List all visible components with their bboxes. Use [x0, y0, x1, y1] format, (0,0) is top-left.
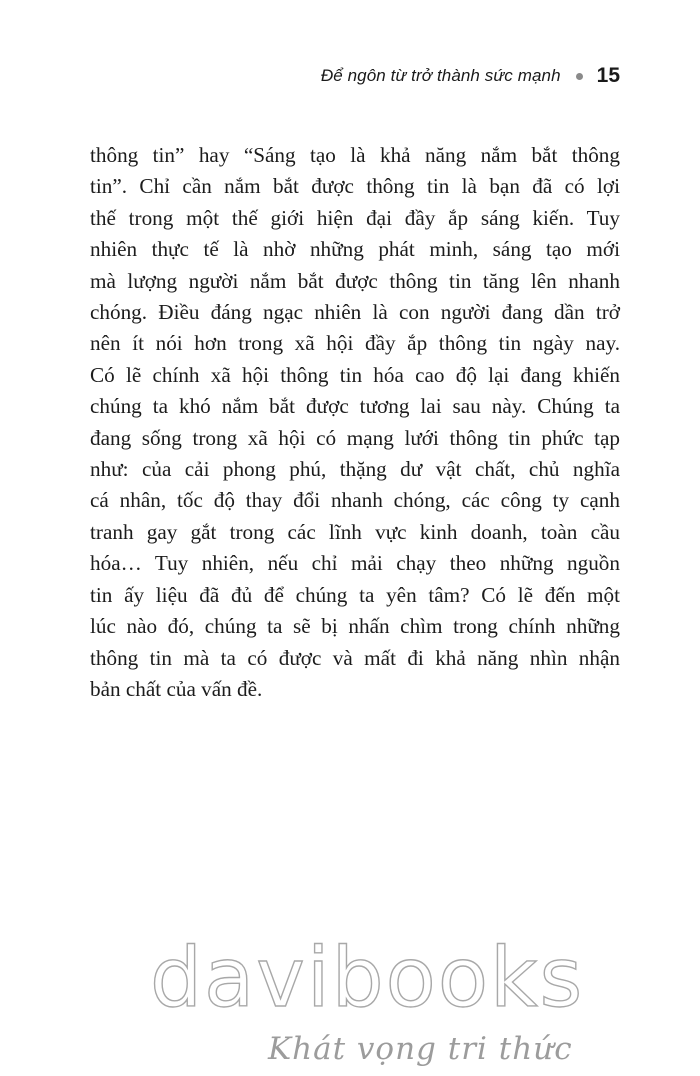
text-line: nhiên thực tế là nhờ những phát minh, sáng tạo mới — [90, 237, 620, 262]
text-line: thông tin mà ta có được và mất đi khả năng nhìn nhận — [90, 645, 620, 670]
chapter-title: Để ngôn từ trở thành sức mạnh — [320, 66, 561, 85]
text-line: bản chất của vấn đề. — [90, 676, 263, 701]
text-line: Có lẽ chính xã hội thông tin hóa cao độ lại đang khiến — [90, 362, 620, 387]
text-line: mà lượng người nắm bắt được thông tin tăng lên nhanh — [90, 268, 620, 293]
text-line: cá nhân, tốc độ thay đổi nhanh chóng, các công ty cạnh — [90, 488, 620, 513]
watermark-brand: davibooks — [150, 931, 585, 1026]
watermark — [0, 930, 700, 1076]
text-line: chúng ta khó nắm bắt được tương lai sau này. Chúng ta — [90, 394, 620, 419]
body-paragraph — [90, 140, 620, 705]
text-line: tranh gay gắt trong các lĩnh vực kinh doanh, toàn cầu — [90, 519, 620, 544]
text-line: lúc nào đó, chúng ta sẽ bị nhấn chìm trong chính những — [90, 614, 620, 639]
text-line: đang sống trong xã hội có mạng lưới thông tin phức tạp — [90, 425, 620, 450]
bullet-dot-icon — [576, 73, 583, 80]
text-line: hóa… Tuy nhiên, nếu chỉ mải chạy theo những nguồn — [90, 551, 620, 576]
text-line: như: của cải phong phú, thặng dư vật chất, chủ nghĩa — [90, 457, 620, 482]
running-header — [321, 64, 620, 88]
text-line: thế trong một thế giới hiện đại đầy ắp sáng kiến. Tuy — [90, 205, 620, 230]
text-line: thông tin” hay “Sáng tạo là khả năng nắm bắt thông — [90, 143, 620, 167]
text-line: tin”. Chỉ cần nắm bắt được thông tin là bạn đã có lợi — [90, 174, 620, 199]
page-number: 15 — [596, 64, 620, 87]
text-line: chóng. Điều đáng ngạc nhiên là con người đang dần trở — [90, 300, 620, 325]
text-line: nên ít nói hơn trong xã hội đầy ắp thông tin ngày nay. — [90, 331, 620, 356]
watermark-tagline: Khát vọng tri thức — [268, 1031, 573, 1067]
text-line: tin ấy liệu đã đủ để chúng ta yên tâm? Có lẽ đến một — [90, 582, 620, 607]
